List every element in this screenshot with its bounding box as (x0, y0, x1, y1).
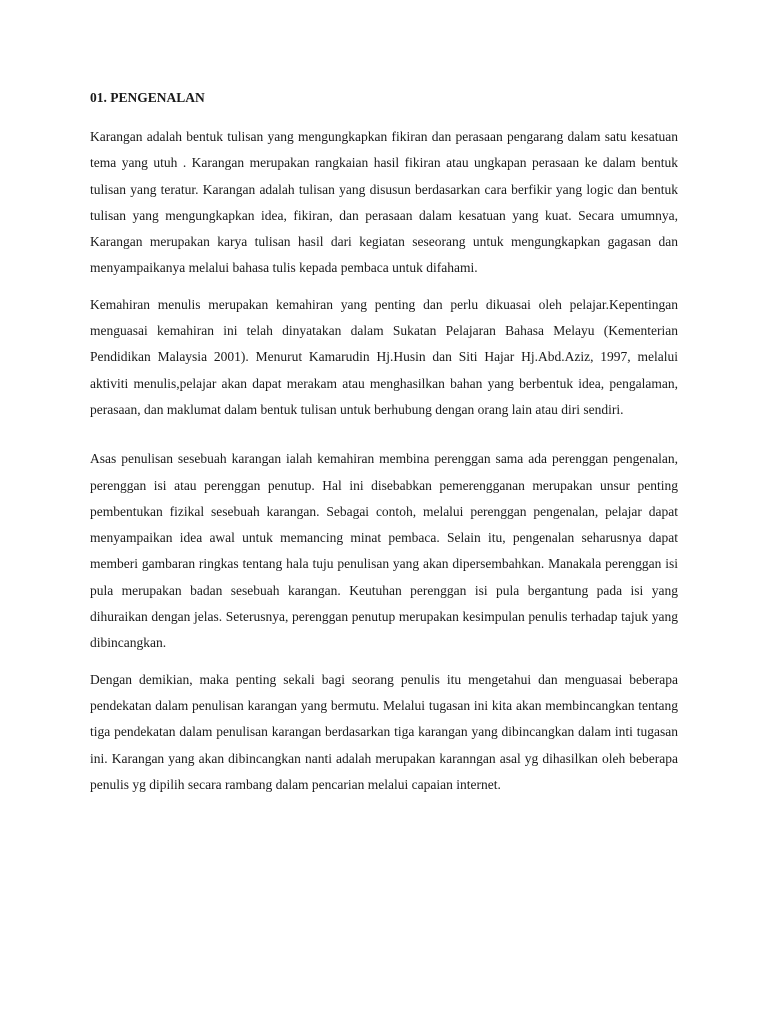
paragraph-introduction: Karangan adalah bentuk tulisan yang mengungkapkan fikiran dan perasaan pengarang dalam satu kesatuan tema yang utuh . Karangan merupakan rangkaian hasil fikiran atau ungkapan perasaan ke dalam bentuk tulisan yang teratur. Karangan adalah tulisan yang disusun berdasarkan cara berfikir yang logic dan bentuk tulisan yang mengungkapkan idea, fikiran, dan perasaan dalam kesatuan yang kuat. Secara umumnya, Karangan merupakan karya tulisan hasil dari kegiatan seseorang untuk mengungkapkan gagasan dan menyampaikanya melalui bahasa tulis kepada pembaca untuk difahami. (90, 129, 678, 276)
document-page (90, 88, 678, 808)
paragraph-writing-skills: Kemahiran menulis merupakan kemahiran yang penting dan perlu dikuasai oleh pelajar.Kepentingan menguasai kemahiran ini telah dinyatakan dalam Sukatan Pelajaran Bahasa Melayu (Kementerian Pendidikan Malaysia 2001). Menurut Kamarudin Hj.Husin dan Siti Hajar Hj.Abd.Aziz, 1997, melalui aktiviti menulis,pelajar akan dapat merakam atau menghasilkan bahan yang berbentuk idea, pengalaman, perasaan, dan maklumat dalam bentuk tulisan untuk berhubung dengan orang lain atau diri sendiri. (90, 296, 678, 417)
paragraph-conclusion: Dengan demikian, maka penting sekali bagi seorang penulis itu mengetahui dan menguasai beberapa pendekatan dalam penulisan karangan yang bermutu. Melalui tugasan ini kita akan membincangkan tentang tiga pendekatan dalam penulisan karangan berdasarkan tiga karangan yang dibincangkan dalam inti tugasan ini. Karangan yang akan dibincangkan nanti adalah merupakan karanngan asal yg dihasilkan oleh beberapa penulis yg dipilih secara rambang dalam pencarian melalui capaian internet. (90, 671, 678, 792)
section-heading: 01. PENGENALAN (90, 90, 205, 105)
paragraph-paragraph-building: Asas penulisan sesebuah karangan ialah kemahiran membina perenggan sama ada perenggan pengenalan, perenggan isi atau perenggan penutup. Hal ini disebabkan pemerengganan merupakan unsur penting pembentukan fizikal sesebuah karangan. Sebagai contoh, melalui perenggan pengenalan, pelajar dapat menyampaikan idea awal untuk memancing minat pembaca. Selain itu, pengenalan seharusnya dapat memberi gambaran ringkas tentang hala tuju penulisan yang akan dipersembahkan. Manakala perenggan isi pula merupakan badan sesebuah karangan. Keutuhan perenggan isi pula bergantung pada isi yang dihuraikan dengan jelas. Seterusnya, perenggan penutup merupakan kesimpulan penulis terhadap tajuk yang dibincangkan. (90, 451, 678, 651)
